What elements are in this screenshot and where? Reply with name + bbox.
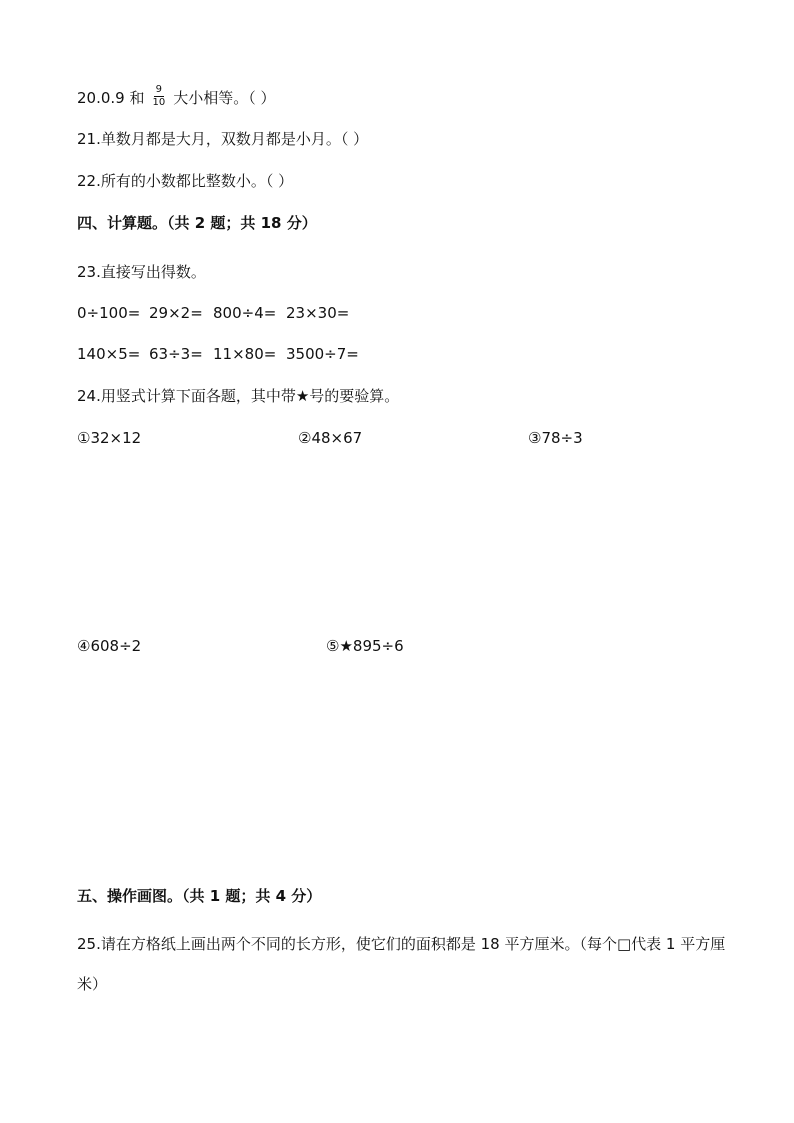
q20-prefix: 20.0.9 和	[77, 89, 145, 107]
vertical-calc-1: ①32×12	[77, 429, 142, 447]
calc-item: 800÷4=	[213, 304, 277, 322]
question-21: 21.单数月都是大月，双数月都是小月。（ ）	[77, 130, 369, 148]
fraction-9-10	[150, 84, 167, 109]
section-4-title: 四、计算题。（共 2 题；共 18 分）	[77, 214, 317, 232]
calc-row-2	[77, 343, 359, 365]
calc-item: 3500÷7=	[286, 345, 359, 363]
question-23-title: 23.直接写出得数。	[77, 263, 206, 281]
vertical-calc-5: ⑤★895÷6	[326, 637, 404, 655]
question-20	[77, 86, 276, 111]
fraction-numerator: 9	[155, 84, 163, 95]
calc-row-1	[77, 302, 349, 324]
q20-suffix: 大小相等。（ ）	[173, 89, 276, 107]
calc-item: 23×30=	[286, 304, 350, 322]
vertical-calc-3: ③78÷3	[528, 429, 583, 447]
vertical-calc-2: ②48×67	[298, 429, 363, 447]
fraction-denominator: 10	[152, 97, 166, 108]
section-5-title: 五、操作画图。（共 1 题；共 4 分）	[77, 887, 322, 905]
calc-item: 11×80=	[213, 345, 277, 363]
calc-item: 63÷3=	[149, 345, 203, 363]
calc-item: 140×5=	[77, 345, 141, 363]
vertical-calc-4: ④608÷2	[77, 637, 142, 655]
question-25: 25.请在方格纸上画出两个不同的长方形，使它们的面积都是 18 平方厘米。（每个□代表 1 平方厘米）	[77, 935, 726, 993]
calc-item: 29×2=	[149, 304, 203, 322]
question-22: 22.所有的小数都比整数小。（ ）	[77, 172, 294, 190]
question-24-title: 24.用竖式计算下面各题，其中带★号的要验算。	[77, 387, 400, 405]
calc-item: 0÷100=	[77, 304, 141, 322]
